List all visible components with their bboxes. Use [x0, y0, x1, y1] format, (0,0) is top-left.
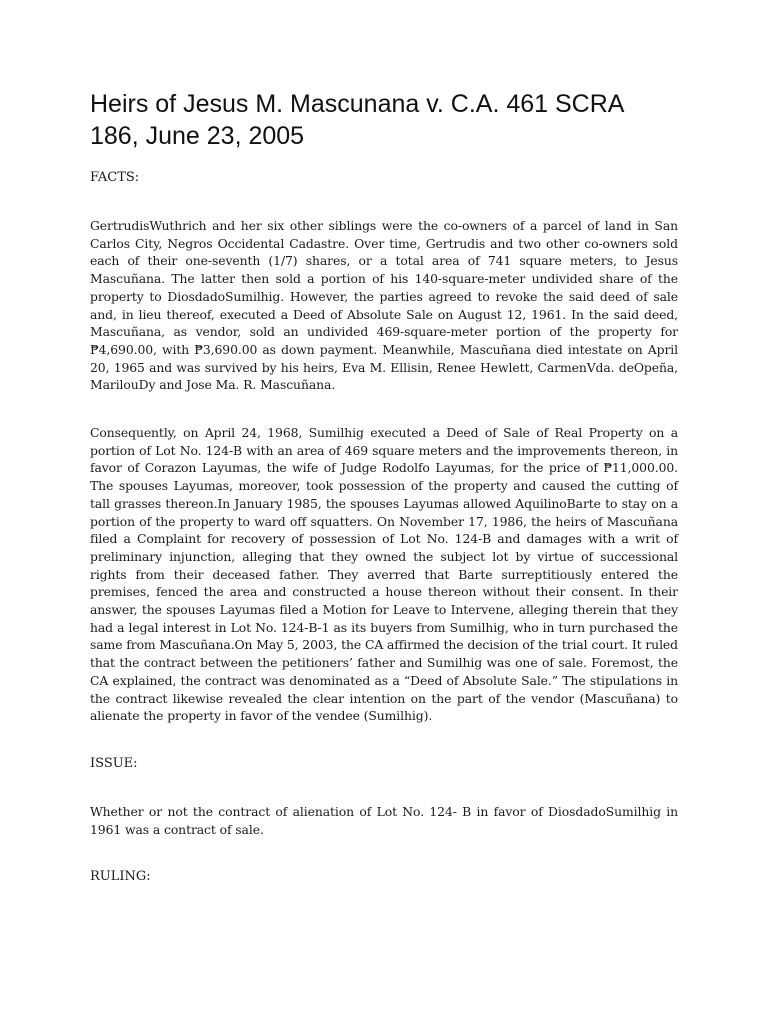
document-page [90, 88, 678, 916]
issue-paragraph: Whether or not the contract of alienation of Lot No. 124- B in favor of DiosdadoSumilhig in 1961 was a contract of sale. [90, 803, 678, 837]
document-title: Heirs of Jesus M. Mascunana v. C.A. 461 SCRA 186, June 23, 2005 [90, 90, 624, 150]
issue-heading: ISSUE: [90, 755, 138, 771]
facts-paragraph-1: GertrudisWuthrich and her six other siblings were the co-owners of a parcel of land in San Carlos City, Negros Occidental Cadastre. Over time, Gertrudis and two other co-owners sold each of their one-seventh (1/7) shares, or a total area of 741 square meters, to Jesus Mascuñana. The latter then sold a portion of his 140-square-meter undivided share of the property to DiosdadoSumilhig. However, the parties agreed to revoke the said deed of sale and, in lieu thereof, executed a Deed of Absolute Sale on August 12, 1961. In the said deed, Mascuñana, as vendor, sold an undivided 469-square-meter portion of the property for ₱4,690.00, with ₱3,690.00 as down payment. Meanwhile, Mascuñana died intestate on April 20, 1965 and was survived by his heirs, Eva M. Ellisin, Renee Hewlett, CarmenVda. deOpeña, MarilouDy and Jose Ma. R. Mascuñana. [90, 218, 678, 393]
ruling-heading: RULING: [90, 869, 151, 885]
facts-heading: FACTS: [90, 170, 140, 185]
facts-paragraph-2: Consequently, on April 24, 1968, Sumilhig executed a Deed of Sale of Real Property on a portion of Lot No. 124-B with an area of 469 square meters and the improvements thereon, in favor of Corazon Layumas, the wife of Judge Rodolfo Layumas, for the price of ₱11,000.00. The spouses Layumas, moreover, took possession of the property and caused the cutting of tall grasses thereon.In January 1985, the spouses Layumas allowed AquilinoBarte to stay on a portion of the property to ward off squatters. On November 17, 1986, the heirs of Mascuñana filed a Complaint for recovery of possession of Lot No. 124-B and damages with a writ of preliminary injunction, alleging that they owned the subject lot by virtue of successional rights from their deceased father. They averred that Barte surreptitiously entered the premises, fenced the area and constructed a house thereon without their consent. In their answer, the spouses Layumas filed a Motion for Leave to Intervene, alleging therein that they had a legal interest in Lot No. 124-B-1 as its buyers from Sumilhig, who in turn purchased the same from Mascuñana.On May 5, 2003, the CA affirmed the decision of the trial court. It ruled that the contract between the petitioners’ father and Sumilhig was one of sale. Foremost, the CA explained, the contract was denominated as a “Deed of Absolute Sale.” The stipulations in the contract likewise revealed the clear intention on the part of the vendor (Mascuñana) to alienate the property in favor of the vendee (Sumilhig). [90, 425, 678, 724]
